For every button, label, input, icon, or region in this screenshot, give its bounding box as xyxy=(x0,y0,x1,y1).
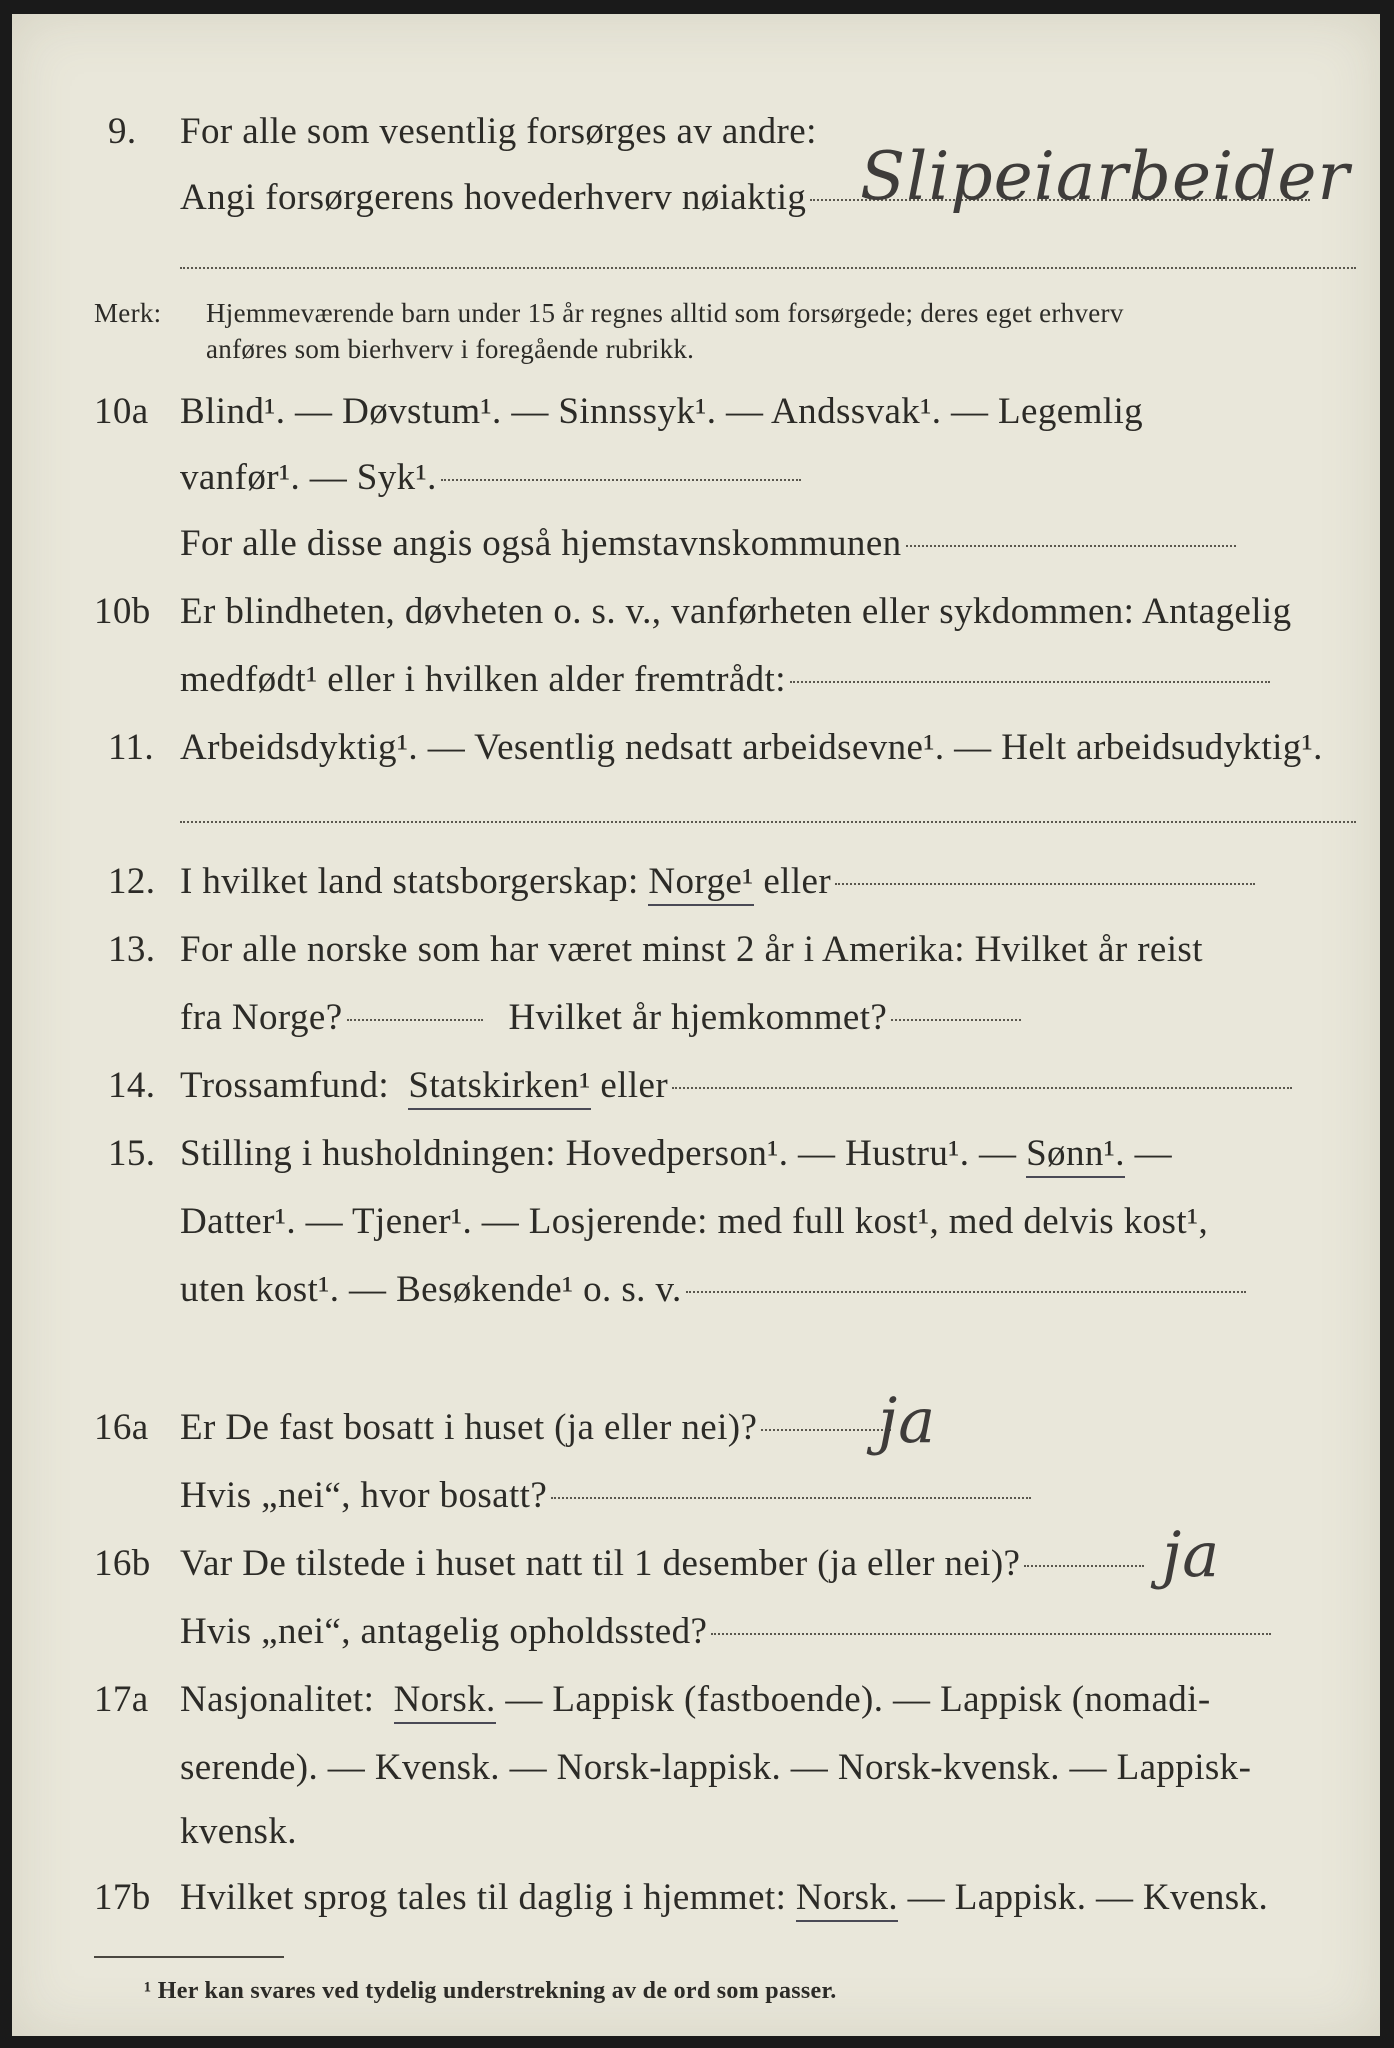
q15-line1: Stilling i husholdningen: Hovedperson¹. — Hustru¹. — xyxy=(180,1133,1017,1174)
q17b-underlined-answer: Norsk. xyxy=(796,1876,898,1922)
q14-answer-line xyxy=(672,1086,1292,1089)
q9-extra-line xyxy=(180,266,1356,269)
q10a-number: 10a xyxy=(94,391,149,432)
q14-underlined-answer: Statskirken¹ xyxy=(408,1064,590,1110)
q12-prompt: I hvilket land statsborgerskap: xyxy=(180,861,639,902)
q14-post: eller xyxy=(600,1065,669,1106)
q17a-prompt: Nasjonalitet: xyxy=(180,1679,375,1720)
q16b-answer-line xyxy=(1024,1564,1144,1567)
q17b-prompt: Hvilket sprog tales til daglig i hjemmet: xyxy=(180,1877,787,1918)
q9-text: For alle som vesentlig forsørges av andre: xyxy=(180,111,817,152)
q17a-line3: kvensk. xyxy=(180,1811,297,1852)
q16a-line2: Hvis „nei“, hvor bosatt? xyxy=(180,1475,548,1516)
q10a-hjemstavn-line xyxy=(906,544,1236,547)
q17b-rest: — Lappisk. — Kvensk. xyxy=(907,1877,1269,1918)
q15-number: 15. xyxy=(108,1133,156,1174)
q17a-number: 17a xyxy=(94,1679,149,1720)
q10b-text: Er blindheten, døvheten o. s. v., vanførheten eller sykdommen: Antagelig xyxy=(180,591,1292,632)
q15-answer-line xyxy=(686,1290,1246,1293)
q10a-line3: For alle disse angis også hjemstavnskommunen xyxy=(180,523,902,564)
q16b-handwritten-answer: ja xyxy=(1162,1518,1221,1591)
q11-number: 11. xyxy=(108,727,155,768)
q17b-number: 17b xyxy=(94,1877,151,1918)
q15-line1-end: — xyxy=(1134,1133,1172,1174)
q13-number: 13. xyxy=(108,929,156,970)
q15-underlined-answer: Sønn¹. xyxy=(1026,1132,1125,1178)
q12-answer-line xyxy=(835,882,1255,885)
q13-text: For alle norske som har været minst 2 år i Amerika: Hvilket år reist xyxy=(180,929,1203,970)
q12-post: eller xyxy=(763,861,832,902)
footnote-divider xyxy=(94,1956,284,1958)
q9-handwritten-answer: Slipeiarbeider xyxy=(860,138,1351,215)
q10b-answer-line xyxy=(790,680,1270,683)
q10b-number: 10b xyxy=(94,591,151,632)
q12-underlined-answer: Norge¹ xyxy=(648,860,753,906)
q10a-line2: vanfør¹. — Syk¹. xyxy=(180,457,437,498)
q16a-handwritten-answer: ja xyxy=(878,1384,937,1457)
q9-prompt: Angi forsørgerens hovederhverv nøiaktig xyxy=(180,177,807,218)
q16a-bosatt-line xyxy=(551,1496,1031,1499)
q11-answer-line xyxy=(180,820,1356,823)
q16a-text: Er De fast bosatt i huset (ja eller nei)? xyxy=(180,1407,758,1448)
q16b-line2: Hvis „nei“, antagelig opholdssted? xyxy=(180,1611,708,1652)
q16b-opholdssted-line xyxy=(711,1632,1271,1635)
q16b-number: 16b xyxy=(94,1543,151,1584)
q13-hjemkommet: Hvilket år hjemkommet? xyxy=(508,997,888,1038)
q13-hjemkommet-line xyxy=(891,1018,1021,1021)
q16b-text: Var De tilstede i huset natt til 1 desember (ja eller nei)? xyxy=(180,1543,1021,1584)
q13-reist: fra Norge? xyxy=(180,997,343,1038)
q14-prompt: Trossamfund: xyxy=(180,1065,390,1106)
q12-number: 12. xyxy=(108,861,156,902)
q16a-number: 16a xyxy=(94,1407,149,1448)
q17a-line1-rest: — Lappisk (fastboende). — Lappisk (nomadi- xyxy=(505,1679,1211,1720)
q16a-answer-line xyxy=(761,1428,891,1431)
footnote: ¹ Her kan svares ved tydelig understrekning av de ord som passer. xyxy=(144,1978,837,2004)
q10a-answer-line xyxy=(441,478,801,481)
q15-line3: uten kost¹. — Besøkende¹ o. s. v. xyxy=(180,1269,682,1310)
q17a-underlined-answer: Norsk. xyxy=(394,1678,496,1724)
merk-line1: Hjemmeværende barn under 15 år regnes alltid som forsørgede; deres eget erhverv xyxy=(206,298,1124,328)
merk-label: Merk: xyxy=(94,298,162,328)
census-form-page xyxy=(12,14,1380,2036)
q10a-text: Blind¹. — Døvstum¹. — Sinnssyk¹. — Andssvak¹. — Legemlig xyxy=(180,391,1144,432)
q9-number: 9. xyxy=(108,111,137,152)
q11-text: Arbeidsdyktig¹. — Vesentlig nedsatt arbeidsevne¹. — Helt arbeidsudyktig¹. xyxy=(180,727,1323,768)
merk-line2: anføres som bierhverv i foregående rubrikk. xyxy=(206,334,695,364)
q15-line2: Datter¹. — Tjener¹. — Losjerende: med full kost¹, med delvis kost¹, xyxy=(180,1201,1209,1242)
q17a-line2: serende). — Kvensk. — Norsk-lappisk. — Norsk-kvensk. — Lappisk- xyxy=(180,1747,1252,1788)
q10b-line2: medfødt¹ eller i hvilken alder fremtrådt: xyxy=(180,659,786,700)
q14-number: 14. xyxy=(108,1065,156,1106)
q13-reist-line xyxy=(347,1018,483,1021)
